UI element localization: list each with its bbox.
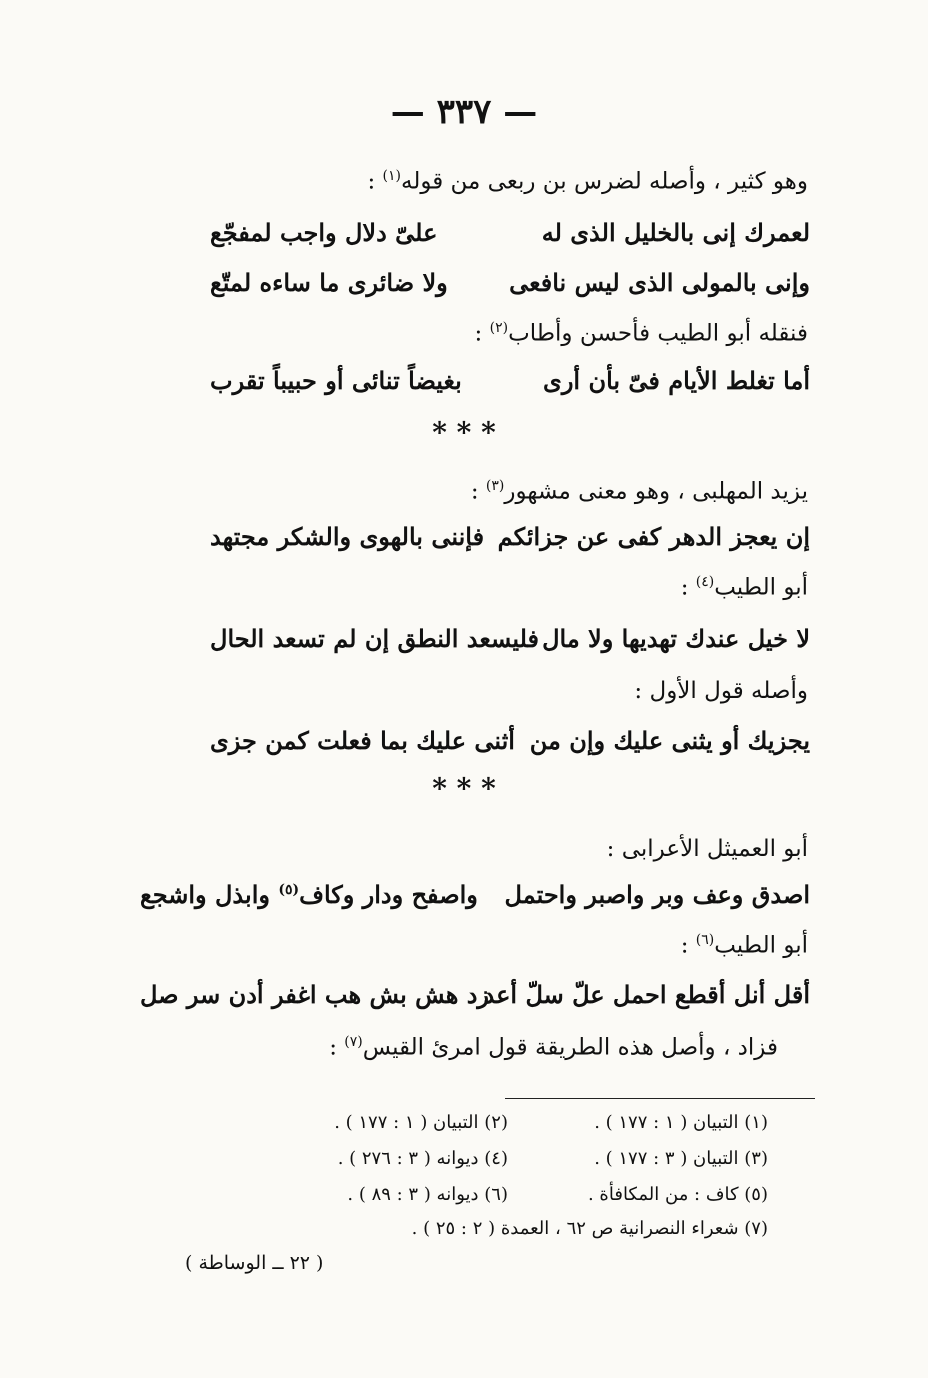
prose-line-7: [681, 932, 808, 959]
footnote-ref: (٢): [489, 320, 509, 336]
prose-text: فزاد ، وأصل هذه الطريقة قول امرئ القيس: [362, 1034, 778, 1061]
verse-4: [150, 522, 810, 562]
verse-hemistich-second: علىّ دلال واجب لمفجّع: [210, 218, 438, 247]
verse-2: [150, 268, 810, 308]
prose-line-3: [471, 478, 808, 505]
verse-3: [150, 366, 810, 406]
footnote-ref: (٤): [695, 574, 715, 590]
footnote-ref: (٧): [344, 1034, 363, 1050]
footnote-ref: (٦): [695, 932, 715, 948]
colon: :: [329, 1034, 337, 1061]
verse-text: وابذل واشجع: [140, 880, 270, 909]
prose-line-6: أبو العميثل الأعرابى :: [606, 836, 808, 862]
section-separator-stars: * * *: [432, 772, 496, 805]
prose-line-2: [475, 320, 808, 347]
verse-5: [150, 624, 810, 664]
verse-hemistich-first: يجزيك أو يثنى عليك وإن من: [529, 726, 810, 755]
verse-hemistich-second: فليسعد النطق إن لم تسعد الحال: [210, 624, 540, 653]
prose-text: أبو الطيب: [714, 932, 808, 959]
footnote-4: (٤) ديوانه ( ٣ : ٢٧٦ ) .: [337, 1148, 508, 1169]
prose-text: أبو الطيب: [714, 574, 808, 601]
footnote-3: (٣) التبيان ( ٣ : ١٧٧ ) .: [594, 1148, 768, 1169]
footnote-ref: (٣): [485, 478, 505, 494]
colon: :: [474, 320, 483, 347]
footnote-ref: (٥): [278, 882, 300, 898]
verse-hemistich-second: [140, 880, 478, 909]
verse-hemistich-first: إن يعجز الدهر كفى عن جزائكم: [497, 522, 810, 551]
prose-line-1: [367, 168, 808, 195]
footnote-2: (٢) التبيان ( ١ : ١٧٧ ) .: [334, 1112, 508, 1133]
section-separator-stars: * * *: [432, 416, 496, 449]
verse-7: [110, 880, 810, 920]
prose-text: وهو كثير ، وأصله لضرس بن ربعى من قوله: [401, 168, 808, 195]
footnote-7: (٧) شعراء النصرانية ص ٦٢ ، العمدة ( ٢ : ٢٥ ) .: [411, 1218, 768, 1239]
verse-hemistich-first: اصدق وعف وبر واصبر واحتمل: [504, 880, 810, 909]
verse-hemistich-first: أما تغلط الأيام فىّ بأن أرى: [543, 366, 810, 395]
prose-text: فنقله أبو الطيب فأحسن وأطاب: [508, 320, 808, 347]
colon: :: [470, 478, 479, 505]
prose-line-4: [681, 574, 808, 601]
footnote-divider: [505, 1098, 815, 1099]
prose-line-5: وأصله قول الأول :: [634, 678, 808, 704]
verse-hemistich-first: لعمرك إنى بالخليل الذى له: [541, 218, 810, 247]
verse-hemistich-second: بغيضاً تنائى أو حبيباً تقرب: [210, 366, 462, 395]
verse-6: [150, 726, 810, 766]
footnote-6: (٦) ديوانه ( ٣ : ٨٩ ) .: [347, 1184, 508, 1205]
verse-hemistich-second: زد هش بش هب اغفر أدن سر صل: [140, 980, 490, 1009]
verse-hemistich-second: فإننى بالهوى والشكر مجتهد: [210, 522, 485, 551]
verse-hemistich-second: ولا ضائرى ما ساءه لمتّع: [210, 268, 448, 297]
signature-mark: ( ٢٢ ــ الوساطة ): [185, 1252, 324, 1274]
prose-line-8: [329, 1034, 778, 1061]
verse-text: واصفح ودار وكاف: [299, 880, 478, 909]
verse-hemistich-second: أثنى عليك بما فعلت كمن جزى: [210, 726, 515, 755]
footnote-1: (١) التبيان ( ١ : ١٧٧ ) .: [594, 1112, 768, 1133]
colon: :: [680, 574, 689, 601]
verse-8: [110, 980, 810, 1020]
prose-text: يزيد المهلبى ، وهو معنى مشهور: [504, 478, 808, 505]
footnote-ref: (١): [382, 168, 402, 184]
colon: :: [680, 932, 689, 959]
verse-1: [150, 218, 810, 258]
page-number: — ٣٣٧ —: [390, 92, 538, 132]
verse-hemistich-first: لا خيل عندك تهديها ولا مال: [542, 624, 810, 653]
verse-hemistich-first: وإنى بالمولى الذى ليس نافعى: [509, 268, 810, 297]
footnote-5: (٥) كاف : من المكافأة .: [587, 1184, 768, 1205]
verse-hemistich-first: أقل أنل أقطع احمل علّ سلّ أعد: [483, 980, 810, 1009]
colon: :: [367, 168, 376, 195]
